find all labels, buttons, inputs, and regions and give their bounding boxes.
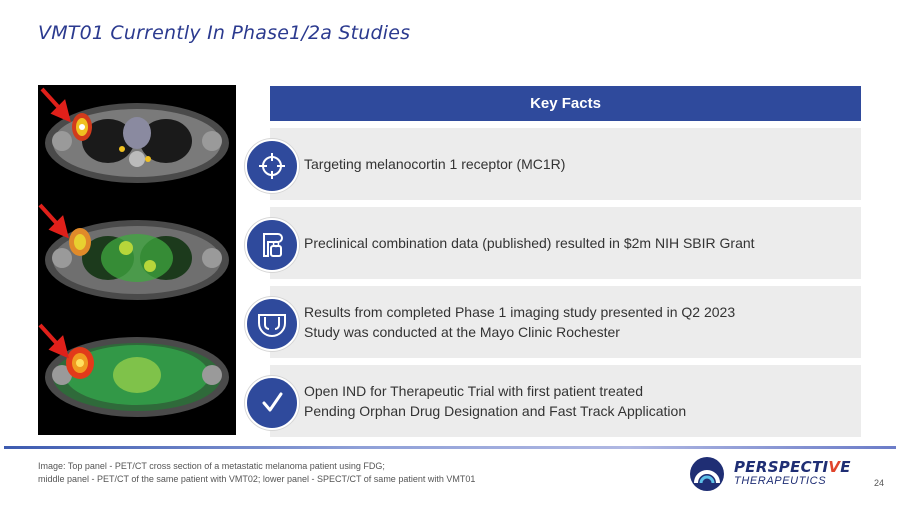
caption-line: Image: Top panel - PET/CT cross section of a metastatic melanoma patient using FDG; — [38, 461, 385, 471]
fact-line: Preclinical combination data (published) resulted in $2m NIH SBIR Grant — [304, 235, 755, 251]
fact-line: Open IND for Therapeutic Trial with first patient treated — [304, 383, 644, 399]
page-number: 24 — [874, 478, 885, 488]
red-arrow-indicators — [38, 85, 236, 435]
checkmark-icon — [245, 376, 299, 430]
perspective-logo-mark-icon — [688, 455, 726, 493]
logo-wordmark — [734, 460, 851, 488]
caption-line: middle panel - PET/CT of the same patient with VMT02; lower panel - SPECT/CT of same patient with VMT01 — [38, 474, 476, 484]
footer-divider — [4, 446, 896, 449]
fact-row-target — [270, 128, 861, 200]
fact-text — [270, 233, 755, 253]
key-facts-header: Key Facts — [270, 86, 861, 121]
red-arrow-icon — [40, 325, 66, 355]
fact-text — [270, 302, 735, 342]
fact-line: Results from completed Phase 1 imaging study presented in Q2 2023 — [304, 304, 736, 320]
fact-line: Targeting melanocortin 1 receptor (MC1R) — [304, 156, 566, 172]
fact-line: Study was conducted at the Mayo Clinic Rochester — [304, 324, 620, 340]
logo-name-main: PERSPECTI — [734, 458, 829, 476]
red-arrow-icon — [40, 205, 66, 235]
fact-text — [270, 381, 686, 421]
fact-row-imaging — [270, 286, 861, 358]
logo-name — [734, 460, 851, 474]
logo-name-end: E — [840, 458, 851, 476]
fact-line: Pending Orphan Drug Designation and Fast Track Application — [304, 403, 687, 419]
logo-subtitle: THERAPEUTICS — [734, 475, 827, 487]
fact-text — [270, 154, 565, 174]
logo-name-accent: V — [828, 458, 841, 476]
fact-row-grant — [270, 207, 861, 279]
company-logo — [688, 456, 878, 492]
fact-row-trial — [270, 365, 861, 437]
scan-images-panel — [38, 85, 236, 435]
slide-title: VMT01 Currently In Phase1/2a Studies — [38, 22, 411, 44]
grant-document-icon — [245, 218, 299, 272]
imaging-scan-icon — [245, 297, 299, 351]
target-icon — [245, 139, 299, 193]
red-arrow-icon — [42, 89, 68, 119]
image-caption — [38, 460, 475, 486]
